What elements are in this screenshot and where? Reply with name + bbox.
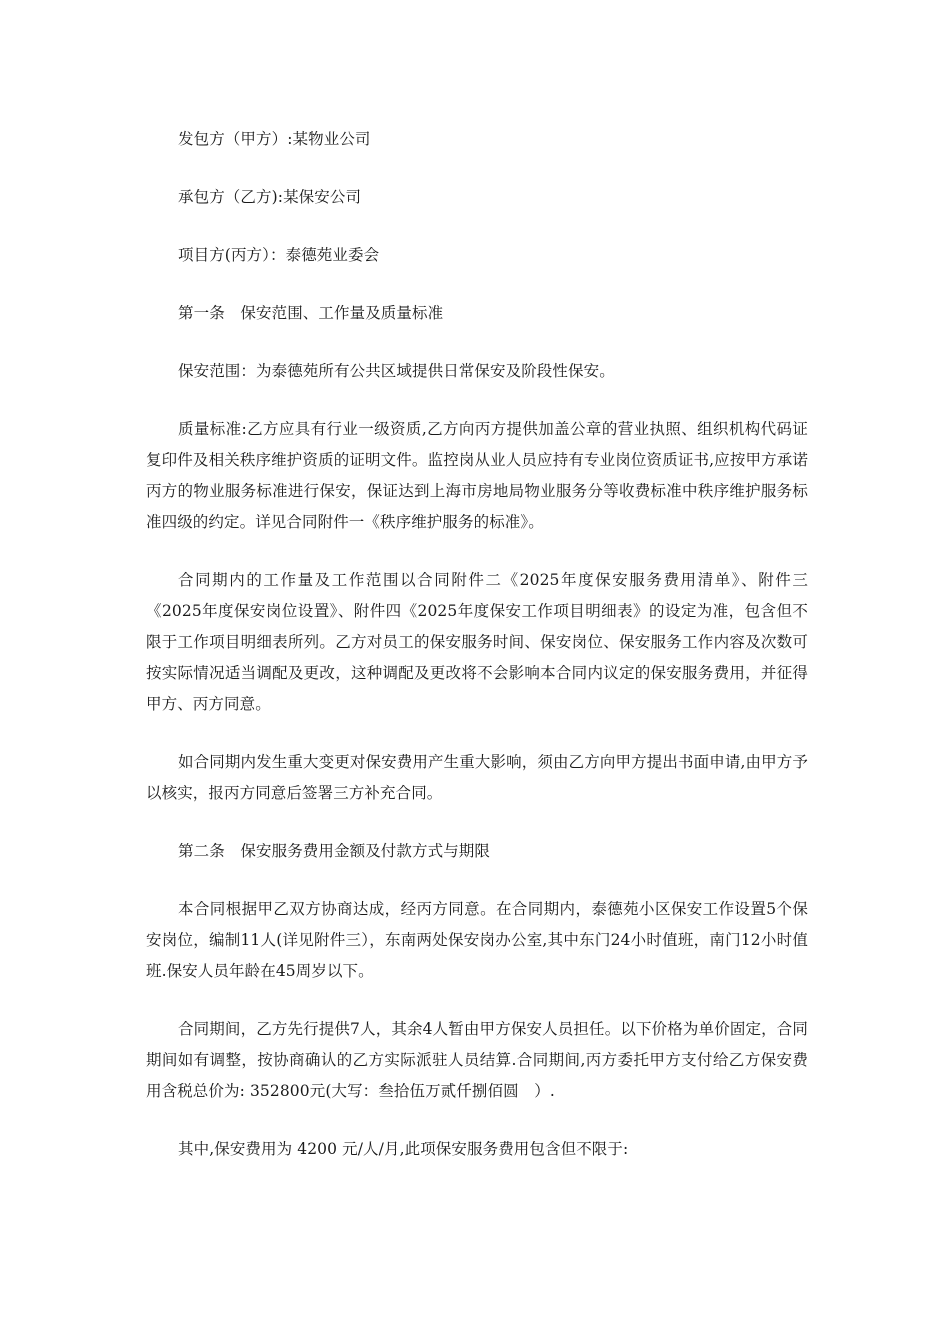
article-2-heading: 第二条 保安服务费用金额及付款方式与期限	[178, 842, 491, 860]
party-a-line: 发包方（甲方）:某物业公司	[178, 130, 371, 148]
workload-paragraph: 合同期内的工作量及工作范围以合同附件二《2025年度保安服务费用清单》、附件三《2025年度保安岗位设置》、附件四《2025年度保安工作项目明细表》的设定为准，包含但不限于工作项目明细表所列。乙方对员工的保安服务时间、保安岗位、保安服务工作内容及次数可按实际情况适当调配及更改，这种调配及更改将不会影响本合同内议定的保安服务费用，并征得甲方、丙方同意。	[146, 571, 808, 713]
contract-basis-paragraph: 本合同根据甲乙双方协商达成，经丙方同意。在合同期内，泰德苑小区保安工作设置5个保安岗位，编制11人(详见附件三），东南两处保安岗办公室,其中东门24小时值班，南门12小时值班.保安人员年龄在45周岁以下。	[146, 900, 808, 980]
party-c-line: 项目方(丙方）：泰德苑业委会	[178, 246, 380, 264]
contract-period-paragraph: 合同期间，乙方先行提供7人，其余4人暂由甲方保安人员担任。以下价格为单价固定，合同期间如有调整，按协商确认的乙方实际派驻人员结算.合同期间,丙方委托甲方支付给乙方保安费用含税总价为: 352800元(大写：叁拾伍万贰仟捌佰圆 ）.	[146, 1020, 808, 1100]
fee-detail-paragraph: 其中,保安费用为 4200 元/人/月,此项保安服务费用包含但不限于:	[178, 1140, 629, 1158]
article-1-heading: 第一条 保安范围、工作量及质量标准	[178, 304, 444, 322]
quality-standard-paragraph: 质量标准:乙方应具有行业一级资质,乙方向丙方提供加盖公章的营业执照、组织机构代码证复印件及相关秩序维护资质的证明文件。监控岗从业人员应持有专业岗位资质证书,应按甲方承诺丙方的物业服务标准进行保安，保证达到上海市房地局物业服务分等收费标准中秩序维护服务标准四级的约定。详见合同附件一《秩序维护服务的标准》。	[146, 420, 808, 531]
document-page	[146, 124, 808, 1192]
party-b-line: 承包方（乙方):某保安公司	[178, 188, 362, 206]
major-change-paragraph: 如合同期内发生重大变更对保安费用产生重大影响，须由乙方向甲方提出书面申请,由甲方予以核实，报丙方同意后签署三方补充合同。	[146, 753, 808, 802]
security-scope-paragraph: 保安范围：为泰德苑所有公共区域提供日常保安及阶段性保安。	[178, 362, 615, 380]
